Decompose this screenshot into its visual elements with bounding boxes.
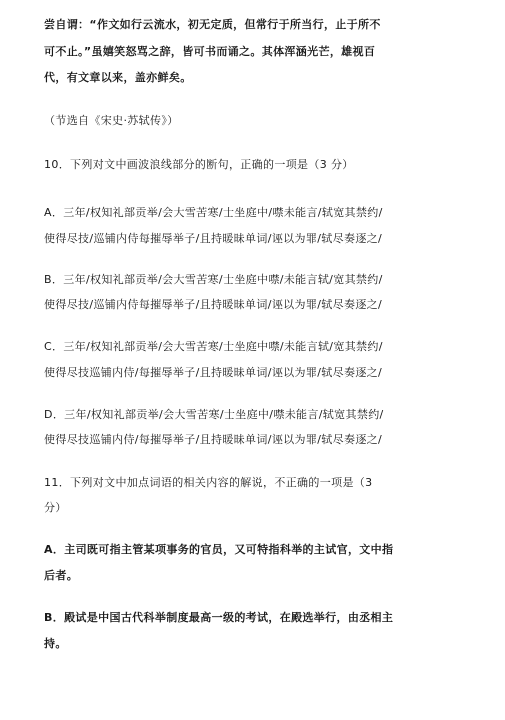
q10-option-b-line-1: B．三年/权知礼部贡举/会大雪苦寒/士坐庭中噤/未能言轼/宽其禁约/ xyxy=(44,273,383,286)
q10-option-b-line-2: 使得尽技/巡铺内侍每摧辱举子/且持暖昧单词/诬以为罪/轼尽奏逐之/ xyxy=(44,298,383,311)
q10-option-a-line-2: 使得尽技/巡铺内侍每摧辱举子/且持暖昧单词/诬以为罪/轼尽奏逐之/ xyxy=(44,232,383,245)
question-11-stem-line-1: 11．下列对文中加点词语的相关内容的解说，不正确的一项是（3 xyxy=(44,476,373,489)
q10-option-a-line-1: A．三年/权知礼部贡举/会大雪苦寒/士坐庭中/噤未能言/轼宽其禁约/ xyxy=(44,206,383,219)
q11-option-b-line-1: B．殿试是中国古代科举制度最高一级的考试，在殿选举行，由丞相主 xyxy=(44,611,394,624)
passage-line-1: 尝自谓：“作文如行云流水，初无定质，但常行于所当行，止于所不 xyxy=(44,18,381,31)
q10-option-c-line-2: 使得尽技巡铺内侍/每摧辱举子/且持暖昧单词/诬以为罪/轼尽奏逐之/ xyxy=(44,366,383,379)
q11-option-a-line-2: 后者。 xyxy=(44,569,79,582)
source-citation: （节选自《宋史·苏轼传》） xyxy=(44,114,179,127)
passage-line-2: 可不止。”虽嬉笑怒骂之辞，皆可书而诵之。其体浑涵光芒，雄视百 xyxy=(44,45,376,58)
q11-option-a-line-1: A．主司既可指主管某项事务的官员，又可特指科举的主试官，文中指 xyxy=(44,543,394,556)
q11-option-b-line-2: 持。 xyxy=(44,637,67,650)
q10-option-d-line-1: D．三年/权知礼部贡举/会大雪苦寒/士坐庭中/噤未能言/轼宽其禁约/ xyxy=(44,408,384,421)
q10-option-d-line-2: 使得尽技巡铺内侍/每摧辱举子/且持暖昧单词/诬以为罪/轼尽奏逐之/ xyxy=(44,433,383,446)
question-11-stem-line-2: 分） xyxy=(44,501,67,514)
question-10-stem: 10．下列对文中画波浪线部分的断句，正确的一项是（3 分） xyxy=(44,158,354,171)
passage-line-3: 代，有文章以来，盖亦鲜矣。 xyxy=(44,71,192,84)
q10-option-c-line-1: C．三年/权知礼部贡举/会大雪苦寒/士坐庭中噤/未能言轼/宽其禁约/ xyxy=(44,340,383,353)
